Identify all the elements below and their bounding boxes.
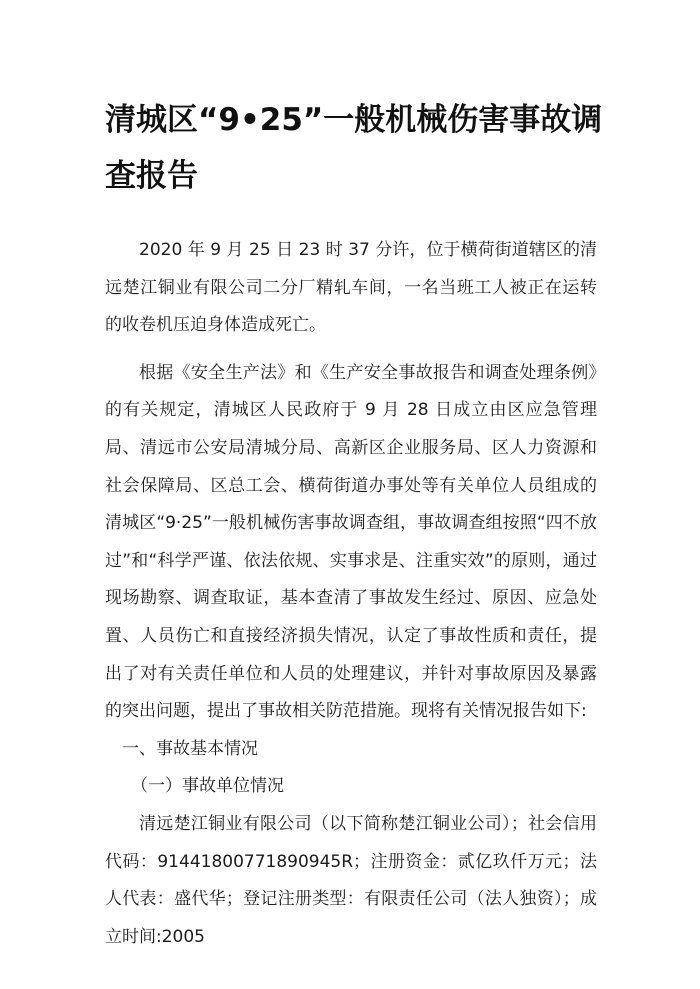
paragraph-investigation-basis: 根据《安全生产法》和《生产安全事故报告和调查处理条例》的有关规定，清城区人民政府于 9 月 28 日成立由区应急管理局、清远市公安局清城分局、高新区企业服务局、区人力资源和社会保障局、区总工会、横荷街道办事处等有关单位人员组成的清城区“9·25”一般机械伤害事故调查组，事故调查组按照“四不放过”和“科学严谨、依法依规、实事求是、注重实效”的原则，通过现场勘察、调查取证，基本查清了事故发生经过、原因、应急处置、人员伤亡和直接经济损失情况，认定了事故性质和责任，提出了对有关责任单位和人员的处理建议，并针对事故原因及暴露的突出问题，提出了事故相关防范措施。现将有关情况报告如下:	[105, 362, 597, 722]
subsection-heading-company-info: （一）事故单位情况	[131, 776, 284, 797]
document-title: 清城区“9•25”一般机械伤害事故调查报告	[105, 102, 603, 194]
paragraph-accident-summary: 2020 年 9 月 25 日 23 时 37 分许，位于横荷街道辖区的清远楚江铜业有限公司二分厂精轧车间，一名当班工人被正在运转的收卷机压迫身体造成死亡。	[105, 240, 597, 336]
document-body	[105, 232, 597, 956]
paragraph-company-info: 清远楚江铜业有限公司（以下简称楚江铜业公司）；社会信用代码：91441800771890945R；注册资金：贰亿玖仟万元；法人代表：盛代华；登记注册类型：有限责任公司（法人独资）；成立时间:2005	[105, 813, 597, 947]
section-heading-basic-info: 一、事故基本情况	[122, 738, 258, 759]
